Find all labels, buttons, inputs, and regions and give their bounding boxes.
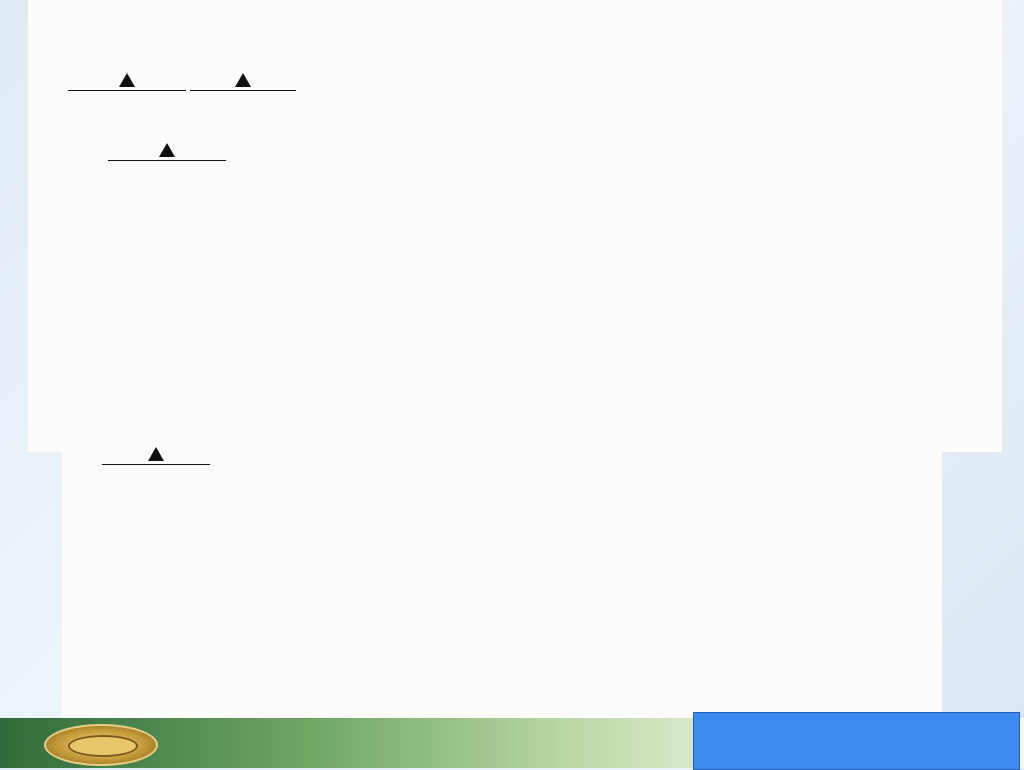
question-2-answer xyxy=(106,136,228,161)
answer-blank-fig12 xyxy=(108,136,226,161)
question-3-line-2 xyxy=(100,440,212,465)
triangle-marker-icon xyxy=(159,143,175,157)
university-seal-icon xyxy=(44,724,158,766)
figure-12-sun-altitude-charts xyxy=(28,170,1002,422)
triangle-marker-icon xyxy=(119,73,135,87)
question-scan-upper xyxy=(28,0,1002,452)
exam-source-tag xyxy=(693,712,1020,770)
triangle-marker-icon xyxy=(235,73,251,87)
figure-13-watch-methods xyxy=(62,462,942,722)
triangle-marker-icon xyxy=(148,447,164,461)
question-1 xyxy=(66,66,298,91)
answer-blank-longitude xyxy=(190,66,296,91)
answer-blank-latitude xyxy=(68,66,186,91)
answer-blank-fig13 xyxy=(102,440,210,465)
